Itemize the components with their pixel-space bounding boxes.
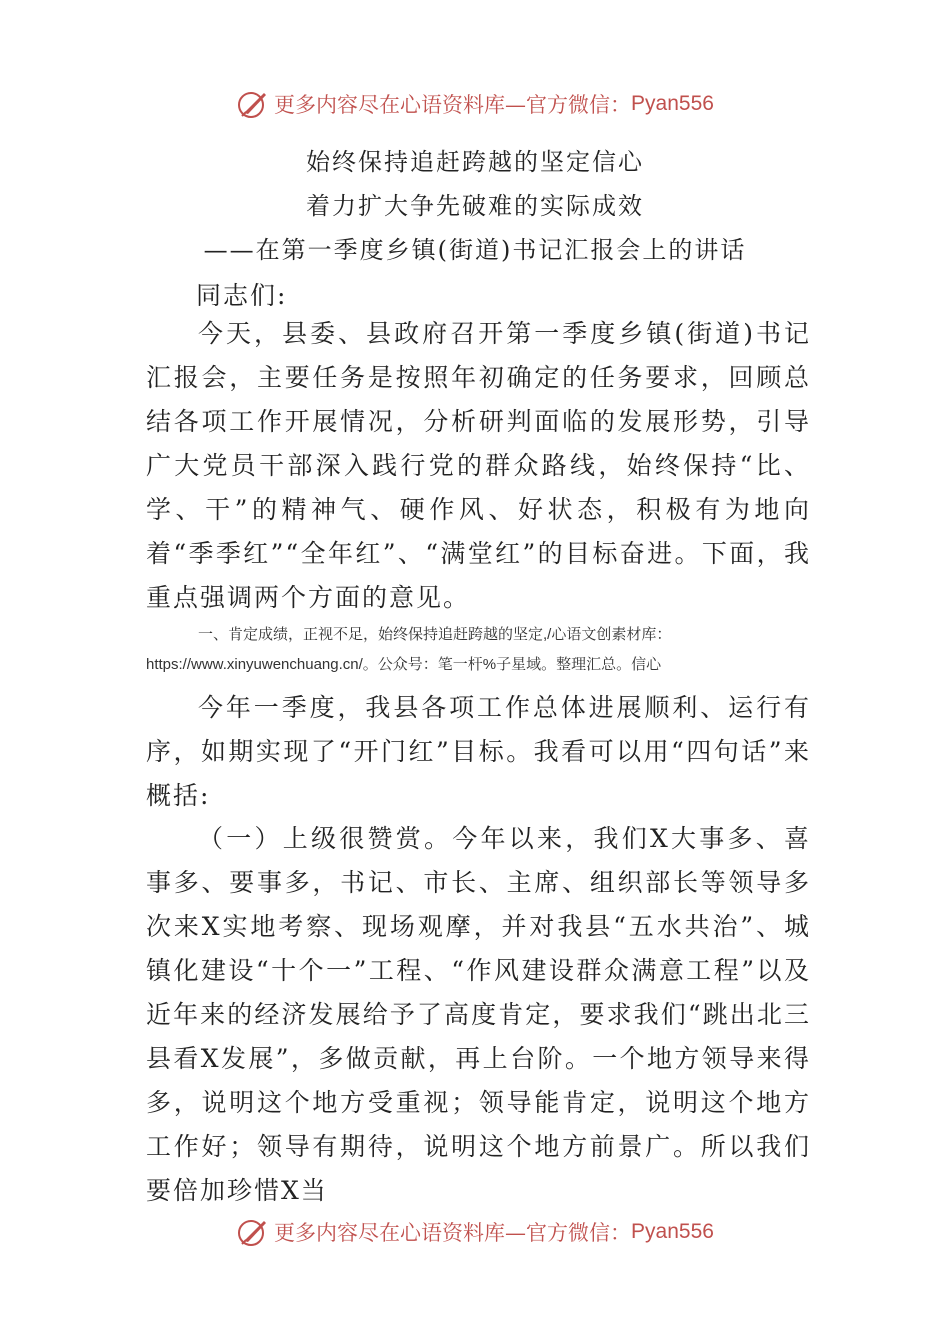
paragraph-point-1: （一）上级很赞赏。今年以来，我们X大事多、喜事多、要事多，书记、市长、主席、组织部长等领导多次来X实地考察、现场观摩，并对我县“五水共治”、城镇化建设“十个一”工程、“作风建设群众满意工程”以及近年来的经济发展给予了高度肯定，要求我们“跳出北三县看X发展”，多做贡献，再上台阶。一个地方领导来得多，说明这个地方受重视；领导能肯定，说明这个地方工作好；领导有期待，说明这个地方前景广。所以我们要倍加珍惜X当 [146, 824, 811, 1205]
section-heading-1: 一、肯定成绩，正视不足，始终保持追赶跨越的坚定,/心语文创素材库：https://www.xinyuwenchuang.cn/。公众号：笔一杆%子星域。整理汇总。信心 [146, 626, 672, 673]
watermark-text: 更多内容尽在心语资料库—官方微信： [274, 1221, 632, 1245]
quill-pen-logo-icon [236, 87, 270, 121]
watermark-banner-bottom [0, 1210, 950, 1254]
document-title-line-1: 始终保持追赶跨越的坚定信心 [306, 148, 644, 176]
paragraph-intro: 今天，县委、县政府召开第一季度乡镇(街道)书记汇报会，主要任务是按照年初确定的任务要求，回顾总结各项工作开展情况，分析研判面临的发展形势，引导广大党员干部深入践行党的群众路线，始终保持“比、学、干”的精神气、硬作风、好状态，积极有为地向着“季季红”“全年红”、“满堂红”的目标奋进。下面，我重点强调两个方面的意见。 [146, 319, 811, 612]
document-title-line-2: 着力扩大争先破难的实际成效 [306, 192, 644, 220]
document-subtitle: ——在第一季度乡镇(街道)书记汇报会上的讲话 [203, 236, 747, 264]
watermark-wechat-id: Pyan556 [631, 1220, 714, 1243]
paragraph-summary: 今年一季度，我县各项工作总体进展顺利、运行有序，如期实现了“开门红”目标。我看可以用“四句话”来概括: [146, 693, 811, 810]
watermark-wechat-id: Pyan556 [631, 92, 714, 115]
quill-pen-logo-icon [236, 1215, 270, 1249]
watermark-text: 更多内容尽在心语资料库—官方微信： [274, 93, 632, 117]
watermark-banner-top [0, 82, 950, 126]
greeting: 同志们: [196, 281, 288, 310]
